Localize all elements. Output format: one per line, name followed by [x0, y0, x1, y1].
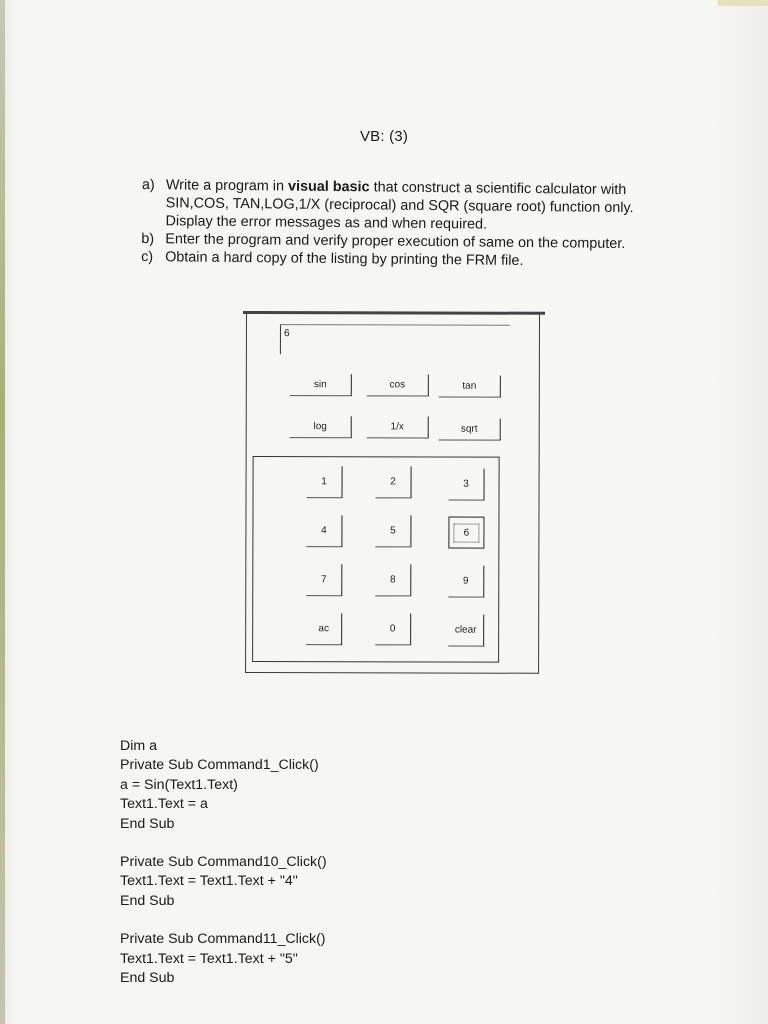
- digit-2-button[interactable]: 2: [376, 466, 412, 498]
- code-listing: [120, 737, 327, 988]
- page-edge: [0, 0, 5, 1024]
- digit-1-button[interactable]: 1: [307, 466, 343, 498]
- question-text-post: that construct a scientific calculator with SIN,COS, TAN,LOG,1/X (reciprocal) and SQR (square root) function only. Display the error messages as and when required.: [165, 179, 634, 233]
- clear-button[interactable]: clear: [448, 615, 484, 647]
- question-text-bold: visual basic: [287, 178, 370, 196]
- digit-4-button[interactable]: 4: [306, 515, 342, 547]
- digit-8-button[interactable]: 8: [375, 564, 411, 596]
- code-blank-line: [120, 911, 327, 930]
- code-line: Private Sub Command11_Click(): [120, 931, 326, 948]
- display-textbox[interactable]: 6: [280, 324, 510, 355]
- code-line: Dim a: [120, 738, 158, 754]
- cos-button[interactable]: cos: [367, 374, 429, 396]
- digit-5-button[interactable]: 5: [375, 515, 411, 547]
- ac-button[interactable]: ac: [306, 613, 342, 645]
- digit-7-button[interactable]: 7: [306, 564, 342, 596]
- question-text-pre: Write a program in: [165, 177, 289, 195]
- code-line: Private Sub Command1_Click(): [120, 757, 319, 774]
- code-line: End Sub: [120, 815, 175, 832]
- form-top-border: [243, 311, 545, 315]
- sqrt-button[interactable]: sqrt: [439, 419, 501, 441]
- tan-button[interactable]: tan: [439, 376, 501, 398]
- sin-button[interactable]: sin: [290, 374, 352, 396]
- question-text: [165, 176, 672, 235]
- question-text: Enter the program and verify proper execution of same on the computer.: [165, 231, 626, 253]
- code-line: End Sub: [120, 892, 175, 909]
- numpad-frame: [252, 456, 500, 663]
- question-letter: a): [141, 176, 155, 194]
- digit-3-button[interactable]: 3: [449, 469, 485, 501]
- page-title: VB: (3): [359, 128, 409, 145]
- code-line: Text1.Text = Text1.Text + "5": [120, 950, 298, 967]
- calculator-form: [245, 314, 540, 674]
- question-list: [141, 176, 672, 272]
- code-line: Text1.Text = Text1.Text + "4": [120, 873, 298, 890]
- code-line: Private Sub Command10_Click(): [120, 854, 327, 871]
- digit-9-button[interactable]: 9: [448, 566, 484, 598]
- code-line: End Sub: [120, 970, 175, 987]
- reciprocal-button[interactable]: 1/x: [367, 416, 429, 438]
- question-item: [141, 176, 672, 236]
- question-letter: b): [141, 230, 155, 248]
- digit-0-button[interactable]: 0: [375, 613, 411, 645]
- corner-mark: [718, 0, 768, 6]
- question-text: Obtain a hard copy of the listing by printing the FRM file.: [165, 249, 524, 269]
- code-line: Text1.Text = a: [120, 796, 208, 813]
- log-button[interactable]: log: [290, 416, 352, 438]
- code-blank-line: [120, 834, 327, 853]
- question-letter: c): [141, 248, 154, 266]
- code-line: a = Sin(Text1.Text): [120, 776, 238, 793]
- digit-6-label: 6: [454, 523, 480, 542]
- digit-6-button[interactable]: [448, 517, 484, 549]
